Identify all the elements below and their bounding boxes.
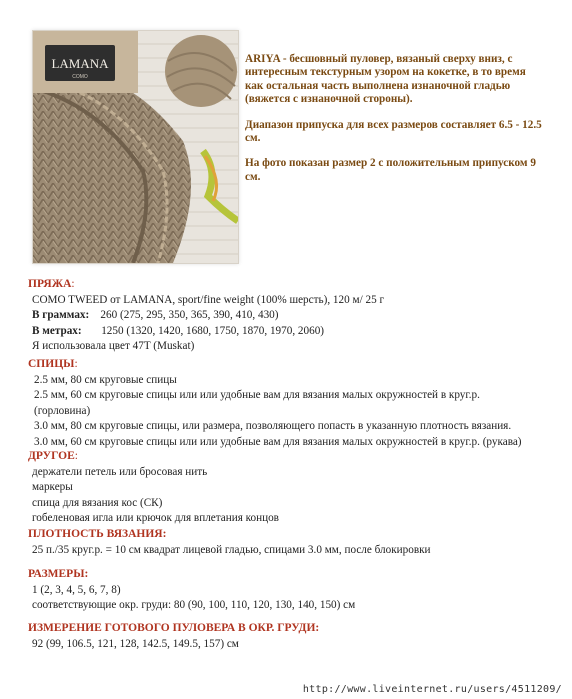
other-item: гобеленовая игла или крючок для вплетания концов xyxy=(32,512,279,525)
intro-description: ARIYA - бесшовный пуловер, вязаный сверху вниз, с интересным текстурным узором на кокетке, в то время как остальная часть выполнена изнаночной гладью (вяжется с изнаночной стороны). xyxy=(245,53,526,106)
needles-item: 2.5 мм, 80 см круговые спицы xyxy=(34,373,177,386)
yarn-label-small: COMO xyxy=(72,74,88,80)
intro-photo-size: На фото показан размер 2 с положительным припуском 9 см. xyxy=(245,157,536,183)
intro-ease-range: Диапазон припуска для всех размеров составляет 6.5 - 12.5 см. xyxy=(245,118,542,145)
sizes-bust: соответствующие окр. груди: 80 (90, 100, 110, 120, 130, 140, 150) см xyxy=(32,599,356,612)
sizes-section xyxy=(28,567,558,614)
yarn-title: ПРЯЖА: xyxy=(28,278,75,290)
yarn-ball xyxy=(165,35,237,107)
needles-item: 2.5 мм, 60 см круговые спицы или или удобные вам для вязания малых окружностей в круг.р. xyxy=(34,389,480,402)
other-item: спица для вязания кос (СК) xyxy=(32,496,163,509)
pattern-intro xyxy=(245,53,545,196)
yarn-color: Я использовала цвет 47T (Muskat) xyxy=(32,340,195,353)
yarn-meters: В метрах: 1250 (1320, 1420, 1680, 1750, 1870, 1970, 2060) xyxy=(32,324,325,337)
yarn-grams: В граммах: 260 (275, 295, 350, 365, 390, 410, 430) xyxy=(32,309,279,322)
needles-item: 3.0 мм, 60 см круговые спицы или или удобные вам для вязания малых окружностей в круг.р. (рукава) xyxy=(34,435,522,448)
other-title: ДРУГОЕ: xyxy=(28,450,78,462)
measure-text: 92 (99, 106.5, 121, 128, 142.5, 149.5, 157) см xyxy=(32,637,239,650)
measure-title: ИЗМЕРЕНИЕ ГОТОВОГО ПУЛОВЕРА В ОКР. ГРУДИ: xyxy=(28,622,320,634)
gauge-title: ПЛОТНОСТЬ ВЯЗАНИЯ: xyxy=(28,528,167,540)
yarn-description: COMO TWEED от LAMANA, sport/fine weight (100% шерсть), 120 м/ 25 г xyxy=(32,293,385,306)
other-section xyxy=(28,449,558,527)
gauge-text: 25 п./35 круг.р. = 10 см квадрат лицевой гладью, спицами 3.0 мм, после блокировки xyxy=(32,543,431,556)
yarn-section xyxy=(28,277,558,355)
needles-item: (горловина) xyxy=(34,404,91,417)
other-item: держатели петель или бросовая нить xyxy=(32,465,208,478)
needles-item: 3.0 мм, 80 см круговые спицы, или размера, позволяющего попасть в указанную плотность вязания. xyxy=(34,420,512,433)
source-url[interactable]: http://www.liveinternet.ru/users/4511209/ xyxy=(302,684,562,695)
sweater-photo xyxy=(32,30,239,264)
sweater-photo-illustration xyxy=(33,31,238,263)
sizes-title: РАЗМЕРЫ: xyxy=(28,568,89,580)
sizes-list: 1 (2, 3, 4, 5, 6, 7, 8) xyxy=(32,583,121,596)
needles-section xyxy=(28,357,558,451)
gauge-section xyxy=(28,527,558,558)
yarn-label-brand: LAMANA xyxy=(51,56,109,71)
needles-title: СПИЦЫ: xyxy=(28,358,78,370)
measure-section xyxy=(28,621,558,652)
other-item: маркеры xyxy=(32,481,73,494)
